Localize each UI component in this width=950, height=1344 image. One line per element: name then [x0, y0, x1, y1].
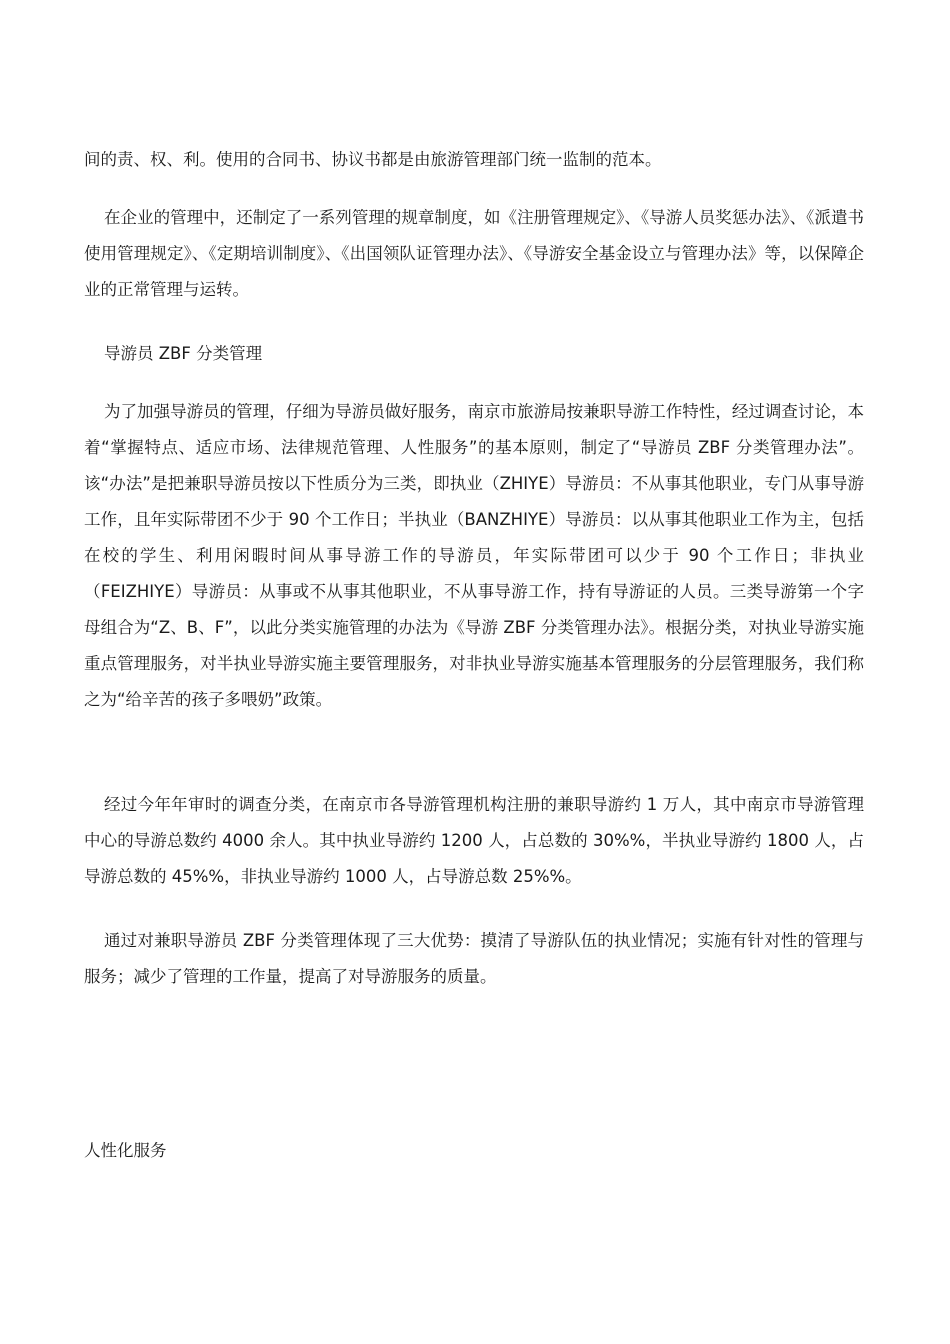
paragraph-zbf-method: 为了加强导游员的管理，仔细为导游员做好服务，南京市旅游局按兼职导游工作特性，经过调查讨论，本着“掌握特点、适应市场、法律规范管理、人性服务”的基本原则，制定了“导游员 ZBF 分类管理办法”。该“办法”是把兼职导游员按以下性质分为三类，即执业（ZHIYE）导游员：不从事其他职业，专门从事导游工作，且年实际带团不少于 90 个工作日；半执业（BANZHIYE）导游员：以从事其他职业工作为主，包括在校的学生、利用闲暇时间从事导游工作的导游员，年实际带团可以少于 90 个工作日；非执业（FEIZHIYE）导游员：从事或不从事其他职业，不从事导游工作，持有导游证的人员。三类导游第一个字母组合为“Z、B、F”，以此分类实施管理的办法为《导游 ZBF 分类管理办法》。根据分类，对执业导游实施重点管理服务，对半执业导游实施主要管理服务，对非执业导游实施基本管理服务的分层管理服务，我们称之为“给辛苦的孩子多喂奶”政策。 — [84, 402, 864, 709]
paragraph-survey-statistics: 经过今年年审时的调查分类，在南京市各导游管理机构注册的兼职导游约 1 万人，其中南京市导游管理中心的导游总数约 4000 余人。其中执业导游约 1200 人，占总数的 30%%，半执业导游约 1800 人，占导游总数的 45%%，非执业导游约 1000 人，占导游总数 25%%。 — [84, 795, 864, 886]
paragraph-three-advantages: 通过对兼职导游员 ZBF 分类管理体现了三大优势：摸清了导游队伍的执业情况；实施有针对性的管理与服务；减少了管理的工作量，提高了对导游服务的质量。 — [84, 931, 864, 986]
paragraph-contract-templates: 间的责、权、利。使用的合同书、协议书都是由旅游管理部门统一监制的范本。 — [84, 150, 662, 169]
section-heading-humanized-service: 人性化服务 — [84, 1141, 167, 1160]
section-heading-zbf-classification: 导游员 ZBF 分类管理 — [104, 344, 263, 363]
paragraph-management-rules: 在企业的管理中，还制定了一系列管理的规章制度，如《注册管理规定》、《导游人员奖惩办法》、《派遣书使用管理规定》、《定期培训制度》、《出国领队证管理办法》、《导游安全基金设立与管理办法》等，以保障企业的正常管理与运转。 — [84, 208, 864, 299]
